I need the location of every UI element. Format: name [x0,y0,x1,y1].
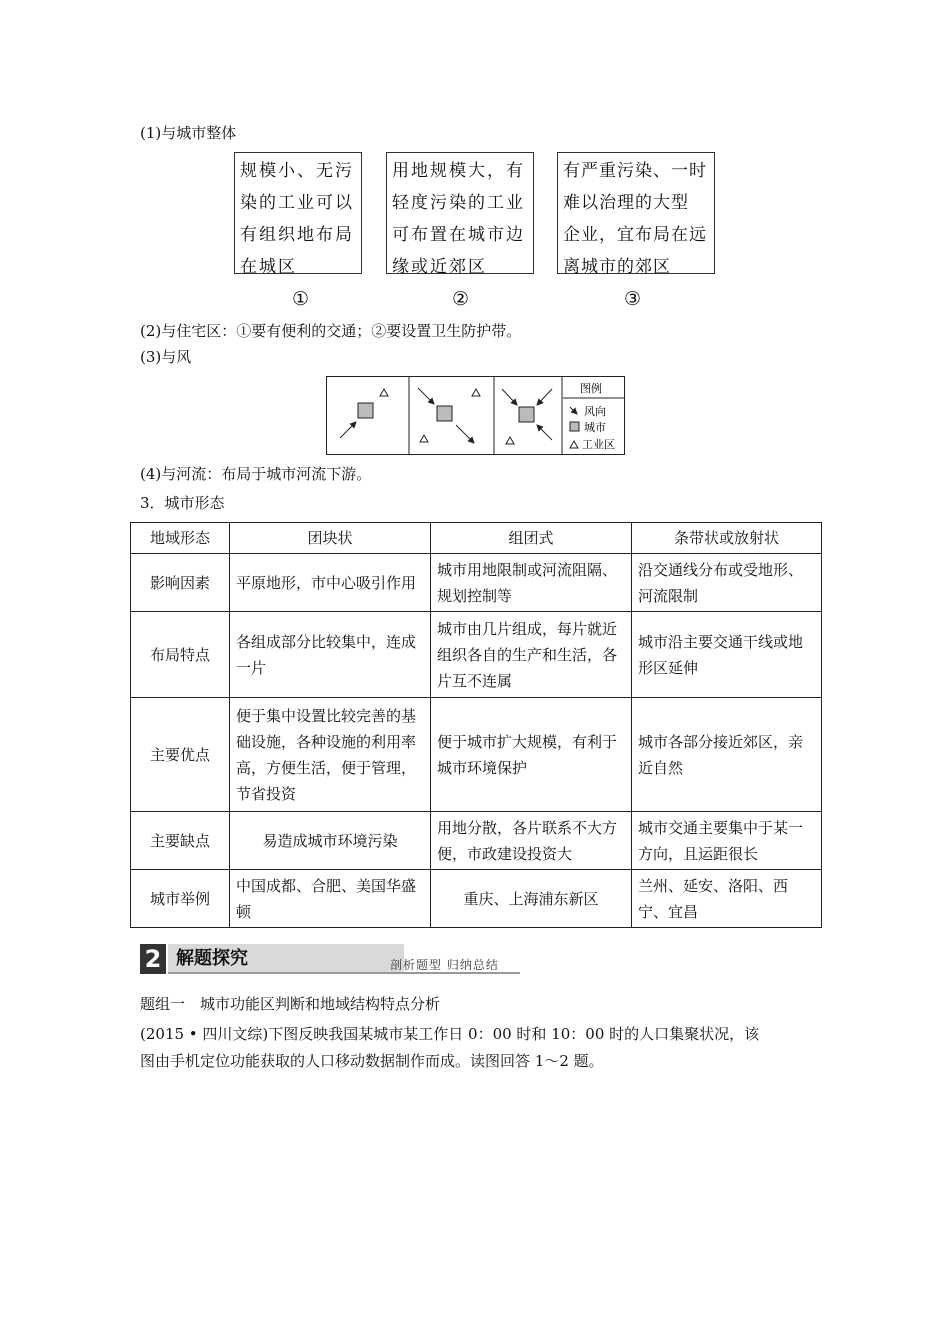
legend-title: 图例 [580,382,602,395]
wind-arrow [537,389,552,405]
box-mark-2: ② [452,288,470,310]
row-label: 影响因素 [131,554,230,612]
box-line: 在城区 [240,257,297,277]
table-cell: 城市沿主要交通干线或地形区延伸 [632,612,822,698]
heading-residential: (2)与住宅区：①要有便利的交通；②要设置卫生防护带。 [140,322,522,340]
row-label: 主要优点 [131,698,230,812]
legend-industry: 工业区 [582,438,615,451]
box-line: 可布置在城市边 [392,225,525,245]
table-cell: 沿交通线分布或受地形、河流限制 [632,554,822,612]
table-cell: 重庆、上海浦东新区 [431,870,632,928]
problem-group-heading: 题组一 城市功能区判断和地域结构特点分析 [140,995,441,1013]
box-mark-1: ① [292,288,310,310]
row-label: 布局特点 [131,612,230,698]
legend-wind-arrow [570,407,577,414]
box-line: 染的工业可以 [240,193,354,213]
wind-arrow [456,425,474,443]
table-header: 团块状 [230,523,431,554]
table-row [131,870,822,928]
industry-box-2 [386,152,534,277]
table-row [131,698,822,812]
table-header: 条带状或放射状 [632,523,822,554]
industry-triangle [380,389,388,396]
industry-box-1 [234,152,362,277]
table-cell: 中国成都、合肥、美国华盛顿 [230,870,431,928]
table-row [131,612,822,698]
urban-form-table [130,522,822,928]
table-cell: 城市用地限制或河流阻隔、规划控制等 [431,554,632,612]
heading-wind: (3)与风 [140,348,192,366]
section-heading-urban-form: 3．城市形态 [140,494,225,512]
industry-triangle [420,435,428,442]
box-line: 缘或近郊区 [392,257,487,277]
table-cell: 各组成部分比较集中，连成一片 [230,612,431,698]
table-cell: 兰州、延安、洛阳、西宁、宜昌 [632,870,822,928]
banner-subtitle: 剖析题型 归纳总结 [390,958,499,972]
city-square [358,403,373,418]
legend-industry-triangle [570,441,578,448]
wind-arrow [340,422,356,438]
heading-city-whole: (1)与城市整体 [140,124,237,142]
industry-box-3 [557,152,715,277]
box-line: 有组织地布局 [240,225,354,245]
box-line: 规模小、无污 [240,161,354,181]
table-cell: 平原地形，市中心吸引作用 [230,554,431,612]
table-header-row [131,523,822,554]
table-cell: 城市由几片组成，每片就近组织各自的生产和生活，各片互不连属 [431,612,632,698]
box-line: 有严重污染、一时 [563,161,707,181]
table-row [131,812,822,870]
problem-text: (2015 • 四川文综)下图反映我国某城市某工作日 0：00 时和 10：00 时的人口集聚状况，该 [140,1025,760,1043]
wind-arrow [537,425,552,440]
table-cell: 易造成城市环境污染 [230,812,431,870]
box-line: 企业，宜布局在远 [563,225,707,245]
legend-wind: 风向 [584,405,606,418]
section-banner [140,944,520,974]
problem-text: 图由手机定位功能获取的人口移动数据制作而成。读图回答 1～2 题。 [140,1052,604,1070]
table-cell: 城市交通主要集中于某一方向，且运距很长 [632,812,822,870]
heading-river: (4)与河流：布局于城市河流下游。 [140,465,372,483]
table-row [131,554,822,612]
city-square [437,406,452,421]
banner-number: 2 [140,944,166,974]
wind-arrow [418,388,434,404]
table-header: 组团式 [431,523,632,554]
wind-arrow [502,389,517,405]
city-square [519,407,534,422]
wind-diagram [326,376,626,456]
box-mark-3: ③ [624,288,642,310]
box-line: 轻度污染的工业 [392,193,525,213]
table-cell: 城市各部分接近郊区，亲近自然 [632,698,822,812]
table-cell: 便于集中设置比较完善的基础设施，各种设施的利用率高，方便生活，便于管理，节省投资 [230,698,431,812]
box-line: 离城市的郊区 [563,257,671,277]
table-cell: 便于城市扩大规模，有利于城市环境保护 [431,698,632,812]
legend-city: 城市 [584,421,606,434]
row-label: 主要缺点 [131,812,230,870]
row-label: 城市举例 [131,870,230,928]
legend-city-square [570,422,579,431]
box-line: 难以治理的大型 [563,193,689,213]
table-cell: 用地分散，各片联系不大方便，市政建设投资大 [431,812,632,870]
table-header: 地域形态 [131,523,230,554]
industry-triangle [506,437,514,444]
box-line: 用地规模大，有 [392,161,525,181]
industry-triangle [472,389,480,396]
banner-title: 解题探究 [168,944,404,974]
